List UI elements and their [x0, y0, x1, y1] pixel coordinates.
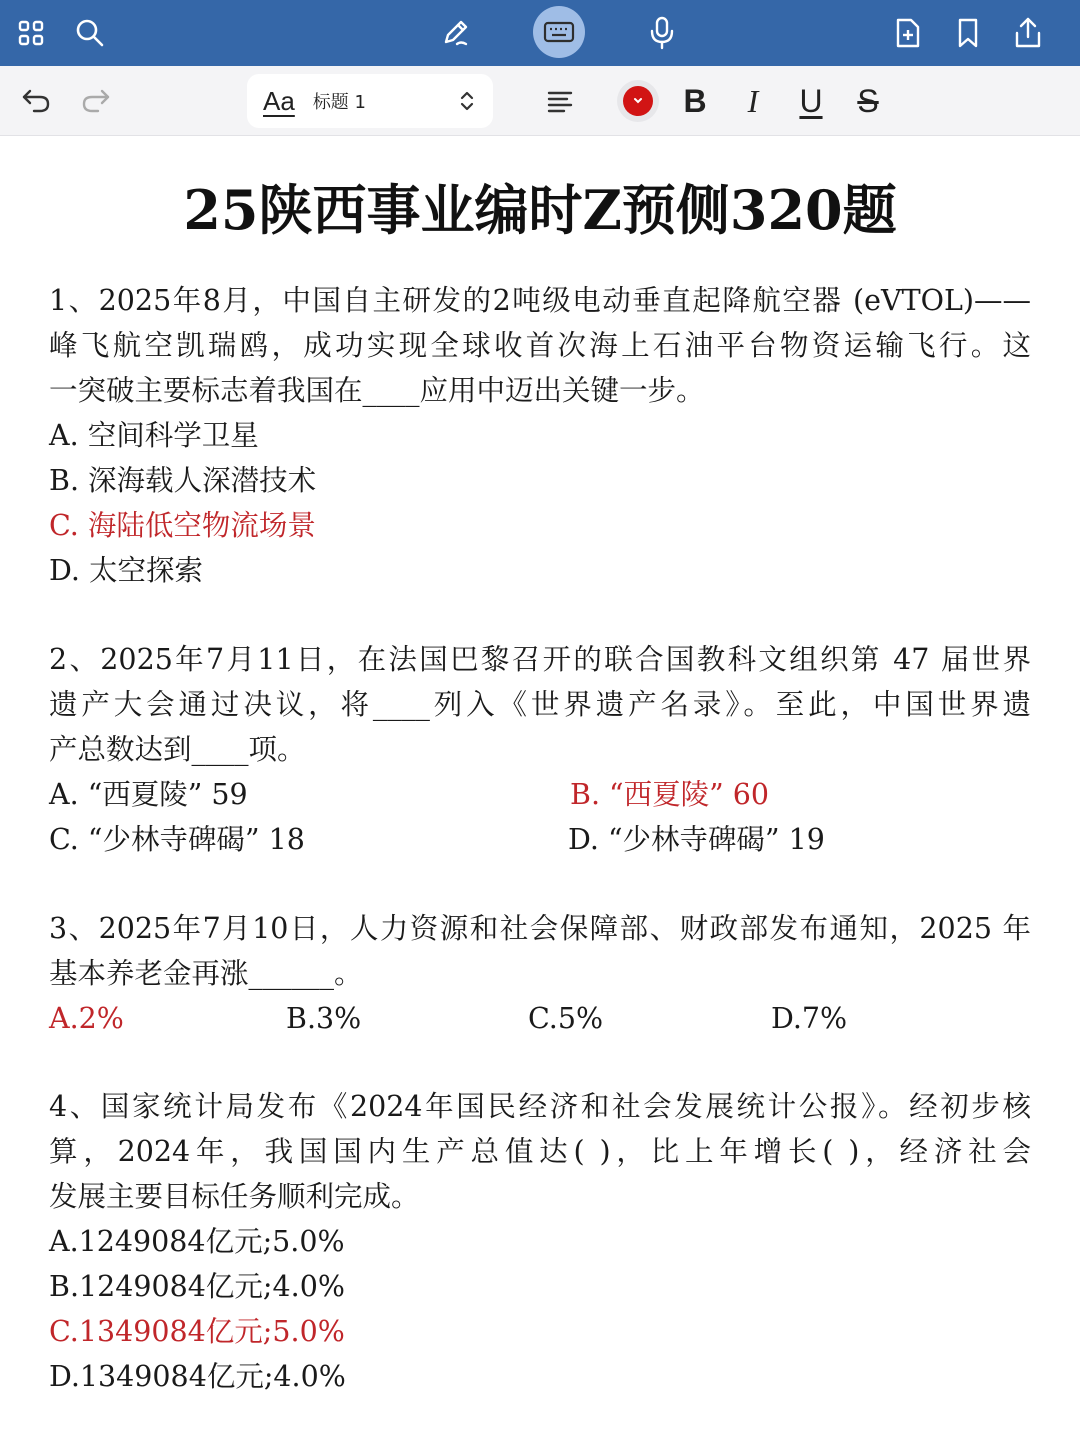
q4-option-b[interactable]: B.1249084亿元;4.0%	[49, 1270, 345, 1303]
pen-icon[interactable]	[437, 0, 473, 66]
search-icon[interactable]	[72, 0, 108, 66]
q4-option-d[interactable]: D.1349084亿元;4.0%	[49, 1360, 346, 1393]
align-icon[interactable]	[543, 66, 577, 136]
text-color-button[interactable]	[617, 80, 659, 122]
underline-button[interactable]: U	[799, 82, 823, 119]
q3-option-d[interactable]: D.7%	[771, 1002, 848, 1035]
chevron-updown-icon	[459, 89, 475, 113]
top-app-bar	[0, 0, 1080, 66]
chevron-down-icon	[633, 97, 643, 105]
q3-option-c[interactable]: C.5%	[528, 1002, 604, 1035]
q2-option-a[interactable]: A. “西夏陵” 59	[49, 778, 248, 811]
q4-option-c-answer[interactable]: C.1349084亿元;5.0%	[49, 1315, 345, 1348]
redo-icon[interactable]	[78, 66, 114, 136]
text-color-swatch	[623, 86, 653, 116]
q3-option-b[interactable]: B.3%	[286, 1002, 362, 1035]
q1-option-d[interactable]: D. 太空探索	[49, 554, 203, 587]
q1-option-a[interactable]: A. 空间科学卫星	[49, 419, 259, 452]
q1-option-b[interactable]: B. 深海载人深潜技术	[49, 464, 317, 497]
q2-option-b-answer[interactable]: B. “西夏陵” 60	[570, 778, 770, 811]
q3-line-2[interactable]: 基本养老金再涨______。	[49, 957, 363, 990]
q3-option-a-answer[interactable]: A.2%	[49, 1002, 124, 1035]
q1-option-c-answer[interactable]: C. 海陆低空物流场景	[49, 509, 316, 542]
document-title-block	[0, 172, 1080, 248]
q2-line-3[interactable]: 产总数达到____项。	[49, 733, 306, 766]
page-title[interactable]: 25陕西事业编时Z预侧320题	[165, 172, 914, 248]
q1-line-2[interactable]: 峰飞航空凯瑞鸥，成功实现全球收首次海上石油平台物资运输飞行。这	[49, 329, 1031, 362]
italic-button[interactable]: I	[747, 82, 759, 119]
strikethrough-button[interactable]: S	[857, 82, 879, 119]
q4-line-3[interactable]: 发展主要目标任务顺利完成。	[49, 1180, 420, 1213]
bold-button[interactable]: B	[683, 82, 707, 119]
style-aa-label: Aa	[263, 85, 295, 116]
keyboard-icon	[543, 20, 575, 44]
paragraph-style-picker[interactable]	[247, 74, 493, 128]
bookmark-icon[interactable]	[952, 0, 984, 66]
format-toolbar	[0, 66, 1080, 136]
apps-grid-icon[interactable]	[14, 0, 48, 66]
q3-line-1[interactable]: 3、2025年7月10日，人力资源和社会保障部、财政部发布通知，2025 年	[49, 912, 1031, 945]
q2-option-c[interactable]: C. “少林寺碑碣” 18	[49, 823, 305, 856]
share-icon[interactable]	[1010, 0, 1046, 66]
keyboard-button[interactable]	[533, 6, 585, 58]
microphone-icon[interactable]	[646, 0, 678, 66]
q4-line-1[interactable]: 4、国家统计局发布《2024年国民经济和社会发展统计公报》。经初步核	[49, 1090, 1031, 1123]
q1-line-3[interactable]: 一突破主要标志着我国在____应用中迈出关键一步。	[49, 374, 705, 407]
q2-option-d[interactable]: D. “少林寺碑碣” 19	[568, 823, 825, 856]
q1-line-1[interactable]: 1、2025年8月，中国自主研发的2吨级电动垂直起降航空器 (eVTOL)——	[49, 284, 1031, 317]
q4-line-2[interactable]: 算，2024年，我国国内生产总值达( )，比上年增长( )，经济社会	[49, 1135, 1031, 1168]
undo-icon[interactable]	[18, 66, 54, 136]
q2-line-2[interactable]: 遗产大会通过决议，将____列入《世界遗产名录》。至此，中国世界遗	[49, 688, 1031, 721]
style-name-label: 标题 1	[312, 92, 366, 113]
new-page-icon[interactable]	[891, 0, 925, 66]
q4-option-a[interactable]: A.1249084亿元;5.0%	[49, 1225, 345, 1258]
q2-line-1[interactable]: 2、2025年7月11日，在法国巴黎召开的联合国教科文组织第 47 届世界	[49, 643, 1031, 676]
